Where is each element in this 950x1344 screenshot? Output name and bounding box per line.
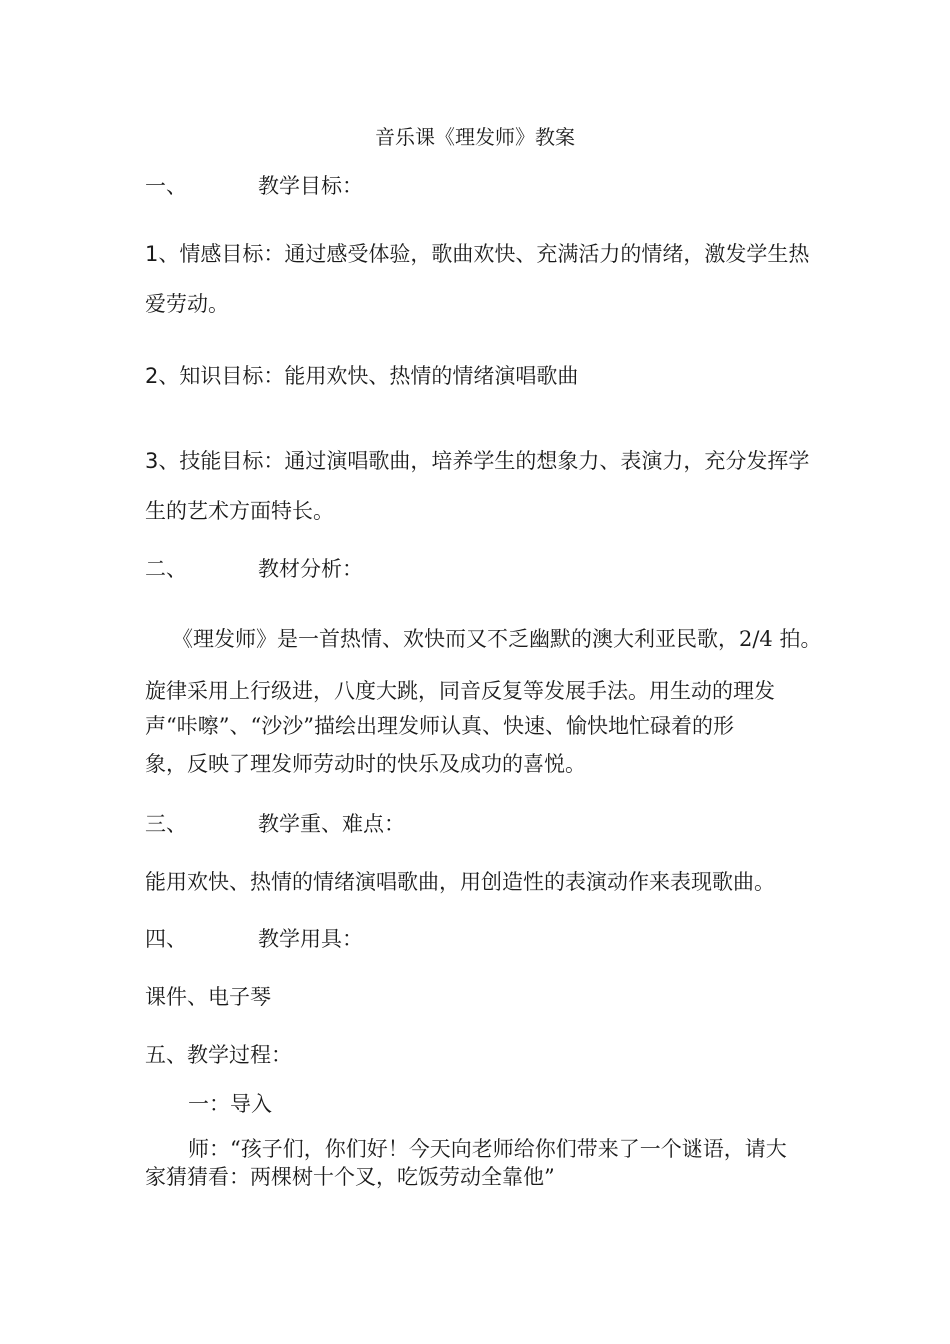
section-4-heading: 教学用具： [258, 927, 363, 951]
section-3-number: 三、 [145, 812, 187, 836]
goal-2: 2、知识目标：能用欢快、热情的情绪演唱歌曲 [145, 364, 579, 388]
dialog-line-1: 师：“孩子们，你们好！今天向老师给你们带来了一个谜语，请大 [188, 1137, 787, 1161]
section-4-number: 四、 [145, 927, 187, 951]
dialog-line-2: 家猜猜看：两棵树十个叉，吃饭劳动全靠他” [145, 1165, 555, 1189]
analysis-line-1: 《理发师》是一首热情、欢快而又不乏幽默的澳大利亚民歌，2/4 拍。 [172, 627, 822, 651]
tools-text: 课件、电子琴 [145, 985, 271, 1009]
goal-1-line-1: 1、情感目标：通过感受体验，歌曲欢快、充满活力的情绪，激发学生热 [145, 242, 810, 266]
analysis-line-3: 声“咔嚓”、“沙沙”描绘出理发师认真、快速、愉快地忙碌着的形 [145, 714, 734, 738]
section-2-heading: 教材分析： [258, 557, 363, 581]
section-1-number: 一、 [145, 174, 187, 198]
goal-1-line-2: 爱劳动。 [145, 292, 229, 316]
goal-3-line-2: 生的艺术方面特长。 [145, 499, 334, 523]
analysis-line-4: 象，反映了理发师劳动时的快乐及成功的喜悦。 [145, 752, 586, 776]
section-2-number: 二、 [145, 557, 187, 581]
analysis-line-2: 旋律采用上行级进，八度大跳，同音反复等发展手法。用生动的理发 [145, 679, 775, 703]
document-title: 音乐课《理发师》教案 [375, 125, 575, 149]
key-points-text: 能用欢快、热情的情绪演唱歌曲，用创造性的表演动作来表现歌曲。 [145, 870, 775, 894]
goal-3-line-1: 3、技能目标：通过演唱歌曲，培养学生的想象力、表演力，充分发挥学 [145, 449, 810, 473]
section-3-heading: 教学重、难点： [258, 812, 405, 836]
section-1-heading: 教学目标： [258, 174, 363, 198]
section-5-heading: 五、教学过程： [145, 1043, 292, 1067]
process-step-1: 一：导入 [188, 1092, 272, 1116]
